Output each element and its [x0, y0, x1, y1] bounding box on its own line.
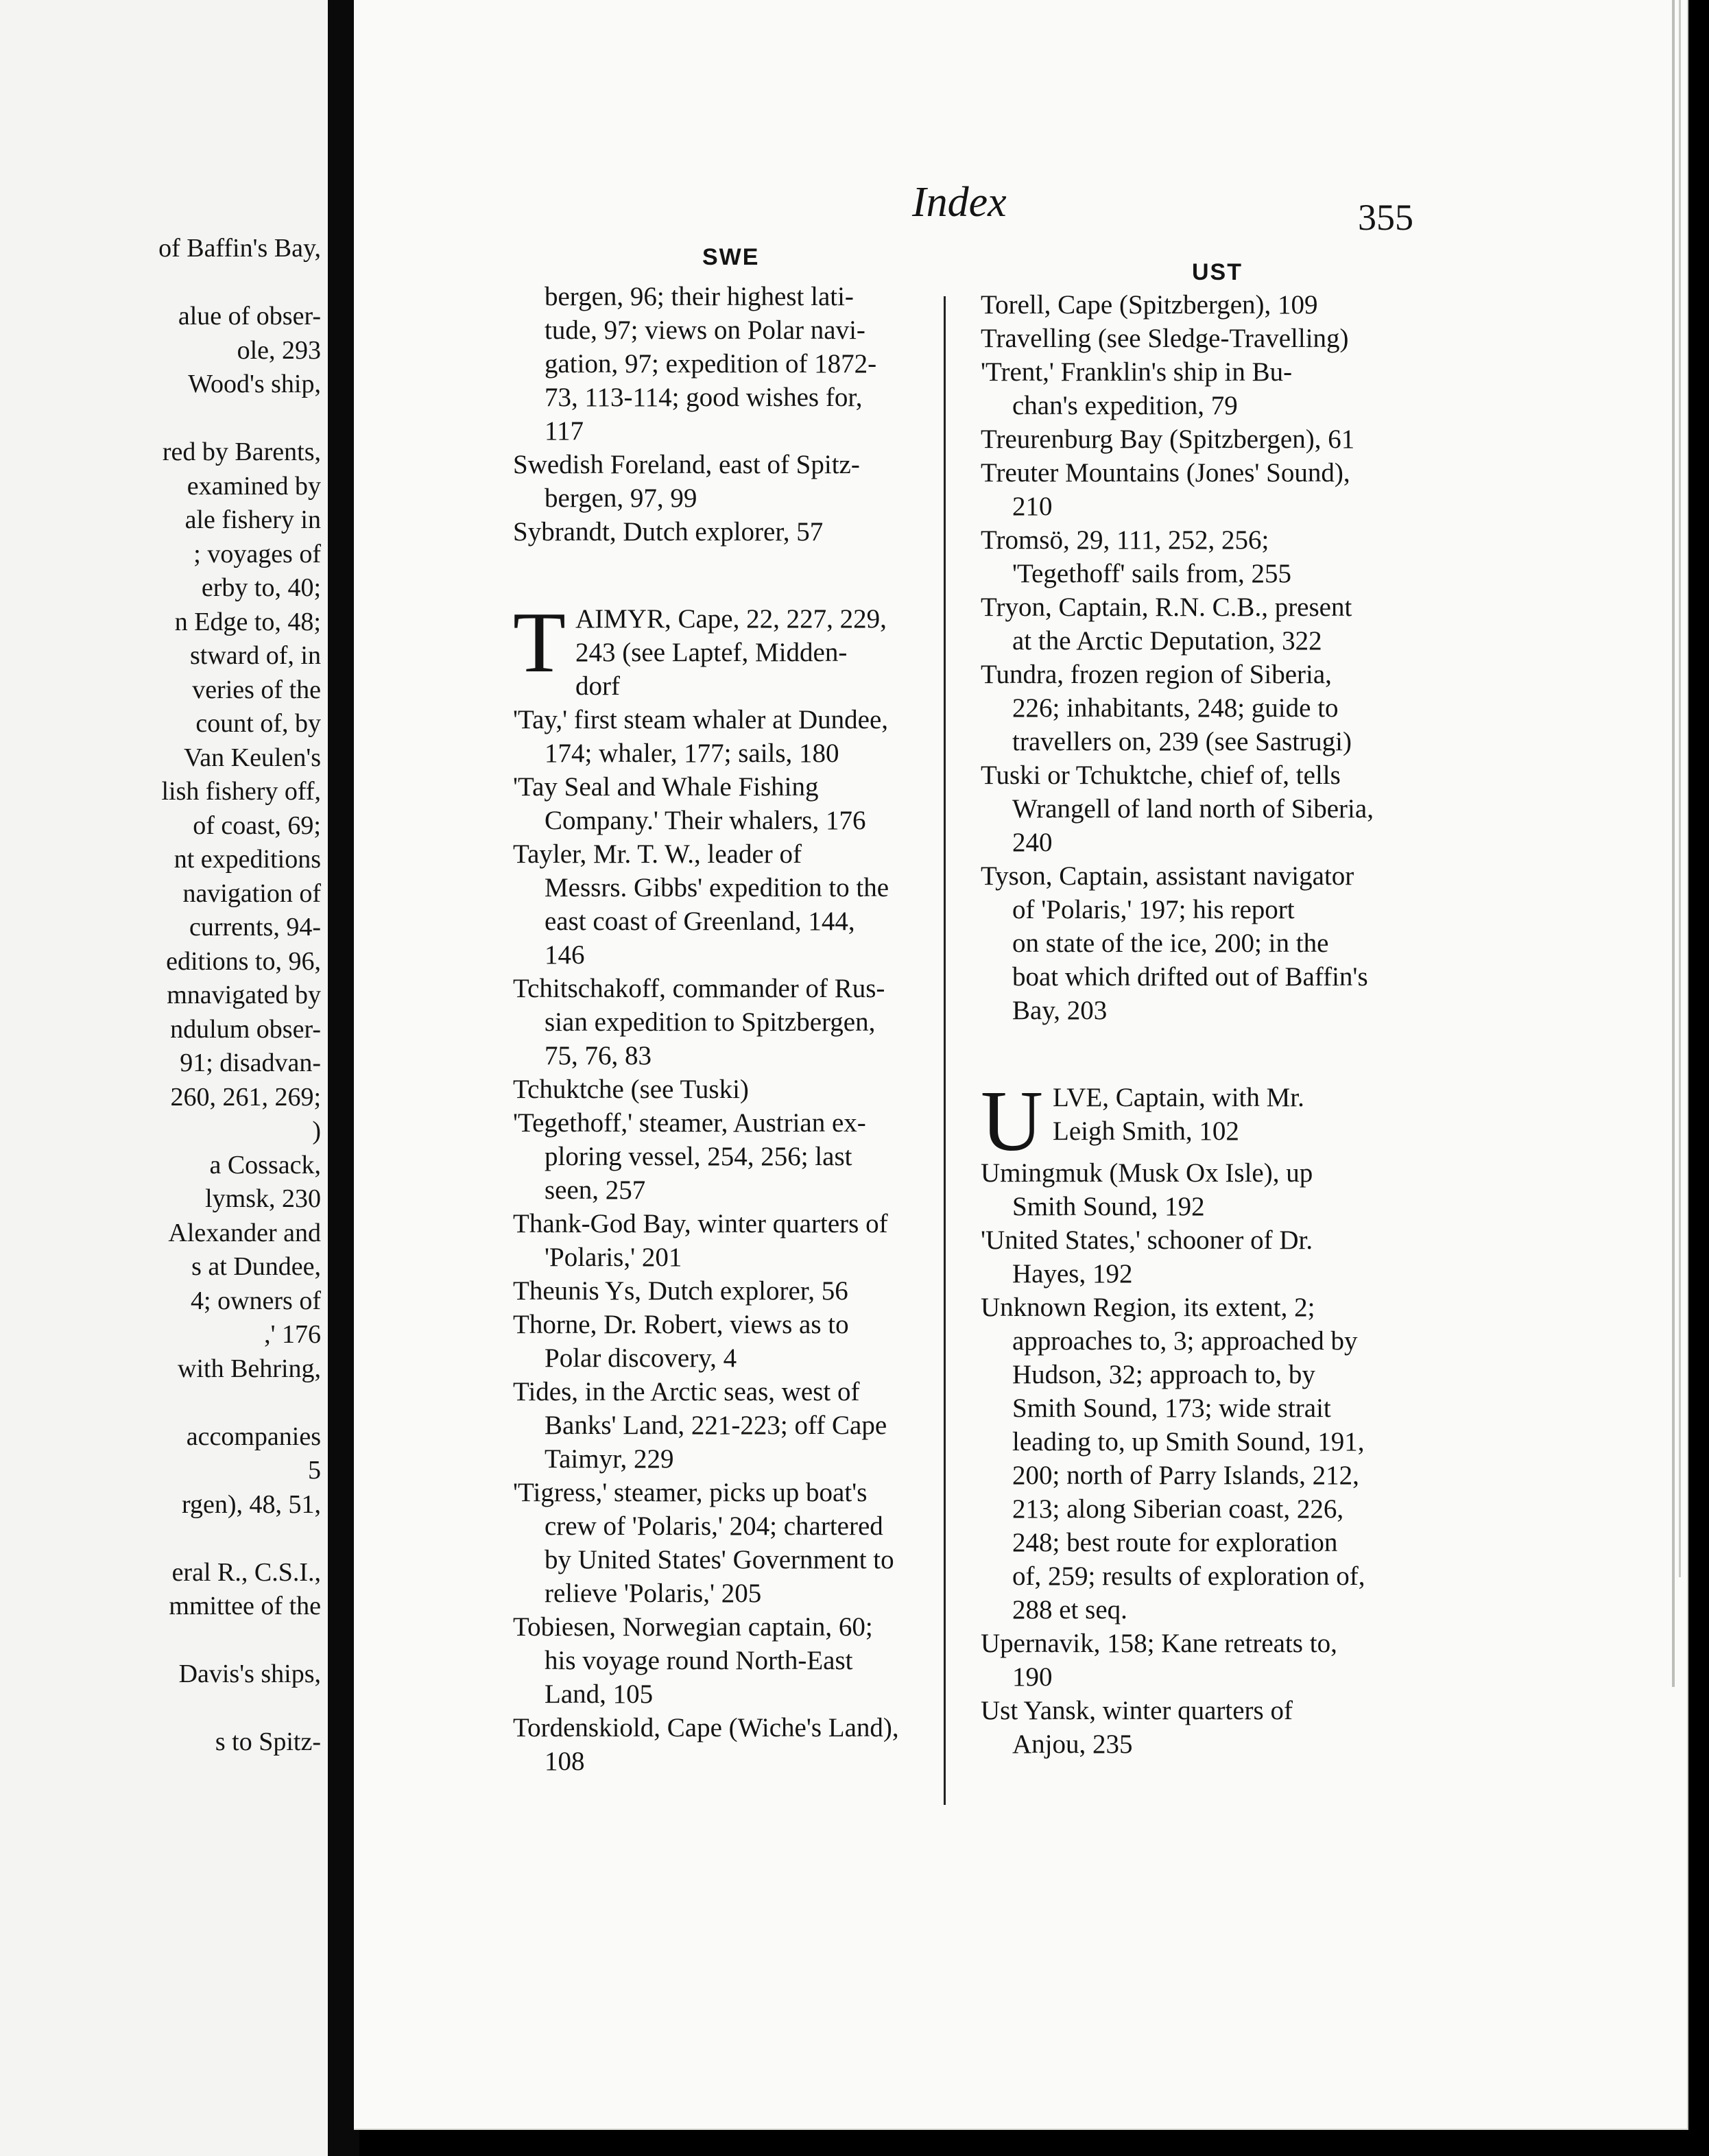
index-entry-line: leading to, up Smith Sound, 191, — [1012, 1427, 1365, 1457]
index-entry-line: chan's expedition, 79 — [1012, 391, 1238, 420]
left-page-line: accompanies — [186, 1422, 321, 1451]
index-entry-line: AIMYR, Cape, 22, 227, 229, — [575, 604, 887, 634]
index-entry-line: 'Tay Seal and Whale Fishing — [513, 772, 819, 802]
left-page-line: n Edge to, 48; — [174, 607, 321, 636]
index-entry — [513, 972, 899, 1073]
index-entry — [981, 523, 1374, 590]
index-entry — [513, 703, 899, 770]
index-entry-line: 'United States,' schooner of Dr. — [981, 1225, 1313, 1255]
index-entry-line: boat which drifted out of Baffin's — [1012, 962, 1368, 992]
index-entry — [513, 1308, 899, 1375]
index-entry-line: 243 (see Laptef, Midden- — [575, 638, 848, 667]
index-entry-line: Tordenskiold, Cape (Wiche's Land), — [513, 1713, 899, 1742]
left-page-line: of coast, 69; — [193, 811, 321, 840]
left-page-line: stward of, in — [189, 641, 321, 670]
index-entry-line: 210 — [1012, 492, 1053, 521]
index-entry-line: travellers on, 239 (see Sastrugi) — [1012, 727, 1352, 756]
index-entry-line: crew of 'Polaris,' 204; chartered — [545, 1511, 883, 1541]
index-entry-line: Anjou, 235 — [1012, 1729, 1133, 1759]
index-entry-line: 'Tigress,' steamer, picks up boat's — [513, 1478, 868, 1507]
index-entry — [981, 859, 1374, 1027]
index-entry-line: 240 — [1012, 828, 1053, 857]
index-entry — [513, 1476, 899, 1610]
index-entry — [981, 1627, 1374, 1694]
index-entry-line: 'Tegethoff' sails from, 255 — [1012, 559, 1292, 588]
index-entry-line: Land, 105 — [545, 1679, 654, 1709]
left-page-line: of Baffin's Bay, — [158, 234, 321, 263]
section-heading-t — [513, 595, 899, 703]
left-page-line: ) — [312, 1116, 321, 1145]
index-entry-line: Tundra, frozen region of Siberia, — [981, 660, 1332, 689]
index-entry — [981, 288, 1374, 322]
index-entry — [981, 322, 1374, 355]
index-entry-line: 'Trent,' Franklin's ship in Bu- — [981, 357, 1293, 387]
index-entry — [513, 448, 899, 515]
index-entry-line: Sybrandt, Dutch explorer, 57 — [513, 517, 824, 547]
index-entry-line: Hudson, 32; approach to, by — [1012, 1360, 1315, 1389]
left-page-line: erby to, 40; — [201, 573, 321, 602]
index-entry-line: of 'Polaris,' 197; his report — [1012, 895, 1295, 924]
index-entry-line: 288 et seq. — [1012, 1595, 1127, 1625]
index-entry-line: of, 259; results of exploration of, — [1012, 1561, 1365, 1591]
index-entry-line: 174; whaler, 177; sails, 180 — [545, 739, 839, 768]
page-number: 355 — [1358, 197, 1413, 238]
index-entry — [513, 1073, 899, 1106]
index-entry — [513, 770, 899, 837]
guide-word-right: UST — [1192, 259, 1243, 285]
index-entry-line: Tobiesen, Norwegian captain, 60; — [513, 1612, 873, 1642]
left-page-line: veries of the — [192, 675, 321, 704]
index-entry-line: 213; along Siberian coast, 226, — [1012, 1494, 1344, 1524]
index-entry-line: 190 — [1012, 1662, 1053, 1692]
index-entry-line: Tayler, Mr. T. W., leader of — [513, 839, 802, 869]
index-entry-line: bergen, 97, 99 — [545, 483, 697, 513]
index-entry-line: Banks' Land, 221-223; off Cape — [545, 1411, 887, 1440]
index-entry-line: Tchuktche (see Tuski) — [513, 1075, 749, 1104]
index-entry-line: Tchitschakoff, commander of Rus- — [513, 974, 885, 1003]
index-entry-line: Treurenburg Bay (Spitzbergen), 61 — [981, 424, 1355, 454]
index-entry-line: gation, 97; expedition of 1872- — [545, 349, 877, 379]
left-page-line: ole, 293 — [237, 335, 321, 365]
index-entry-line: ploring vessel, 254, 256; last — [545, 1142, 852, 1171]
left-page-line: Wood's ship, — [188, 370, 321, 398]
index-entry — [981, 422, 1374, 456]
index-entry — [513, 1274, 899, 1308]
index-entry-line: Unknown Region, its extent, 2; — [981, 1293, 1315, 1322]
index-entry — [981, 456, 1374, 523]
index-entry-line: Treuter Mountains (Jones' Sound), — [981, 458, 1350, 488]
left-page-line: 5 — [308, 1456, 321, 1485]
index-entry-line: LVE, Captain, with Mr. — [1053, 1083, 1304, 1112]
page-edge — [1679, 0, 1681, 1577]
index-entry-line: Thank-God Bay, winter quarters of — [513, 1209, 888, 1238]
index-entry — [513, 1375, 899, 1476]
index-entry-line: 73, 113-114; good wishes for, — [545, 383, 863, 412]
index-entry-line: Smith Sound, 173; wide strait — [1012, 1393, 1331, 1423]
index-entry-line: approaches to, 3; approached by — [1012, 1326, 1358, 1356]
index-entry — [981, 658, 1374, 758]
index-entry-line: Wrangell of land north of Siberia, — [1012, 794, 1374, 824]
left-page-line: mnavigated by — [167, 981, 321, 1009]
index-entry-line: Taimyr, 229 — [545, 1444, 674, 1474]
index-entry-line: Umingmuk (Musk Ox Isle), up — [981, 1158, 1313, 1188]
left-page-line: nt expeditions — [174, 845, 321, 874]
index-entry-line: his voyage round North-East — [545, 1646, 853, 1675]
index-entry-line: bergen, 96; their highest lati- — [545, 282, 854, 311]
index-entry — [981, 1156, 1374, 1223]
index-entry — [513, 837, 899, 972]
index-entry — [981, 355, 1374, 422]
index-entry-line: 'Tegethoff,' steamer, Austrian ex- — [513, 1108, 866, 1138]
left-page-line: Davis's ships, — [178, 1660, 321, 1688]
index-entry-line: 200; north of Parry Islands, 212, — [1012, 1461, 1359, 1490]
left-page-line: a Cossack, — [209, 1150, 321, 1179]
left-page-line: editions to, 96, — [166, 946, 321, 976]
index-entry-line: Travelling (see Sledge-Travelling) — [981, 324, 1349, 353]
index-entry-line: tude, 97; views on Polar navi- — [545, 315, 865, 345]
left-page — [0, 0, 328, 2156]
index-entry-line: Tromsö, 29, 111, 252, 256; — [981, 525, 1269, 555]
left-page-line: ale fishery in — [184, 505, 321, 534]
left-page-line: with Behring, — [178, 1354, 321, 1383]
index-entry-line: 108 — [545, 1747, 585, 1776]
index-entry-line: Smith Sound, 192 — [1012, 1192, 1205, 1221]
index-entry-line: Theunis Ys, Dutch explorer, 56 — [513, 1276, 848, 1306]
left-page-line: currents, 94- — [189, 913, 321, 942]
left-page-line: eral R., C.S.I., — [171, 1557, 321, 1587]
index-entry-line: Thorne, Dr. Robert, views as to — [513, 1310, 849, 1339]
index-entry-line: dorf — [575, 671, 620, 701]
index-entry-line: Tryon, Captain, R.N. C.B., present — [981, 592, 1352, 622]
left-page-line: count of, by — [195, 709, 321, 738]
left-page-line: navigation of — [182, 878, 321, 908]
index-entry-line: Ust Yansk, winter quarters of — [981, 1696, 1293, 1725]
left-page-line: examined by — [187, 471, 321, 501]
index-entry — [981, 590, 1374, 658]
left-page-line: 91; disadvan- — [180, 1049, 321, 1077]
index-entry-line: Swedish Foreland, east of Spitz- — [513, 450, 860, 479]
index-entry-line: by United States' Government to — [545, 1545, 894, 1574]
index-entry-line: Company.' Their whalers, 176 — [545, 806, 866, 835]
index-entry-line: seen, 257 — [545, 1175, 646, 1205]
index-column-left — [513, 280, 899, 1778]
index-entry-line: Leigh Smith, 102 — [1053, 1116, 1239, 1146]
index-entry — [981, 758, 1374, 859]
column-rule — [944, 296, 946, 1805]
index-entry — [513, 1610, 899, 1711]
index-entry — [513, 1106, 899, 1207]
left-page-line: 260, 261, 269; — [170, 1082, 321, 1112]
index-entry-line: at the Arctic Deputation, 322 — [1012, 626, 1322, 656]
left-page-line: ndulum obser- — [170, 1014, 321, 1044]
index-entry-line: Tuski or Tchuktche, chief of, tells — [981, 760, 1341, 790]
index-entry — [981, 1223, 1374, 1291]
left-page-line: ,' 176 — [264, 1320, 321, 1349]
index-entry-line: east coast of Greenland, 144, — [545, 907, 855, 936]
index-entry-line: Tyson, Captain, assistant navigator — [981, 861, 1354, 891]
index-entry-line: Polar discovery, 4 — [545, 1343, 737, 1373]
left-page-line: Alexander and — [168, 1218, 321, 1247]
index-entry-line: Bay, 203 — [1012, 996, 1108, 1025]
index-entry-line: Hayes, 192 — [1012, 1259, 1133, 1289]
left-page-line: ; voyages of — [193, 539, 321, 568]
index-column-right — [981, 288, 1374, 1761]
index-entry-line: 117 — [545, 416, 584, 446]
index-entry-line: Upernavik, 158; Kane retreats to, — [981, 1629, 1337, 1658]
index-entry — [981, 1694, 1374, 1761]
index-entry — [513, 280, 899, 448]
index-entry-line: 146 — [545, 940, 585, 970]
index-entry-line: 248; best route for exploration — [1012, 1528, 1338, 1557]
index-entry-line: 226; inhabitants, 248; guide to — [1012, 693, 1339, 723]
index-entry-line: relieve 'Polaris,' 205 — [545, 1579, 762, 1608]
section-initial: T — [513, 595, 566, 691]
left-page-line: s to Spitz- — [215, 1727, 321, 1756]
left-page-line: s at Dundee, — [191, 1252, 321, 1281]
index-entry-line: 'Polaris,' 201 — [545, 1243, 682, 1272]
index-entry — [513, 515, 899, 549]
index-entry — [513, 1711, 899, 1778]
section-initial: U — [981, 1074, 1043, 1169]
left-page-line: rgen), 48, 51, — [182, 1489, 321, 1519]
index-entry-line: Torell, Cape (Spitzbergen), 109 — [981, 290, 1318, 320]
index-entry-line: Tides, in the Arctic seas, west of — [513, 1377, 860, 1406]
index-entry-line: on state of the ice, 200; in the — [1012, 929, 1329, 958]
left-page-line: lish fishery off, — [161, 777, 321, 806]
left-page-line: lymsk, 230 — [205, 1184, 321, 1213]
index-entry — [981, 1291, 1374, 1627]
index-entry — [513, 1207, 899, 1274]
page-header: Index — [912, 179, 1007, 226]
left-page-line: 4; owners of — [191, 1286, 321, 1315]
guide-word-left: SWE — [702, 244, 760, 270]
index-entry-line: Messrs. Gibbs' expedition to the — [545, 873, 889, 902]
index-entry-line: 'Tay,' first steam whaler at Dundee, — [513, 705, 889, 734]
left-page-line: mmittee of the — [169, 1592, 321, 1620]
section-heading-u — [981, 1074, 1374, 1169]
page-edge — [1672, 0, 1675, 1687]
left-page-line: Van Keulen's — [184, 743, 321, 772]
left-page-line: alue of obser- — [178, 302, 321, 331]
index-entry-line: 75, 76, 83 — [545, 1041, 652, 1070]
index-entry-line: sian expedition to Spitzbergen, — [545, 1007, 876, 1037]
left-page-line: red by Barents, — [162, 438, 321, 466]
